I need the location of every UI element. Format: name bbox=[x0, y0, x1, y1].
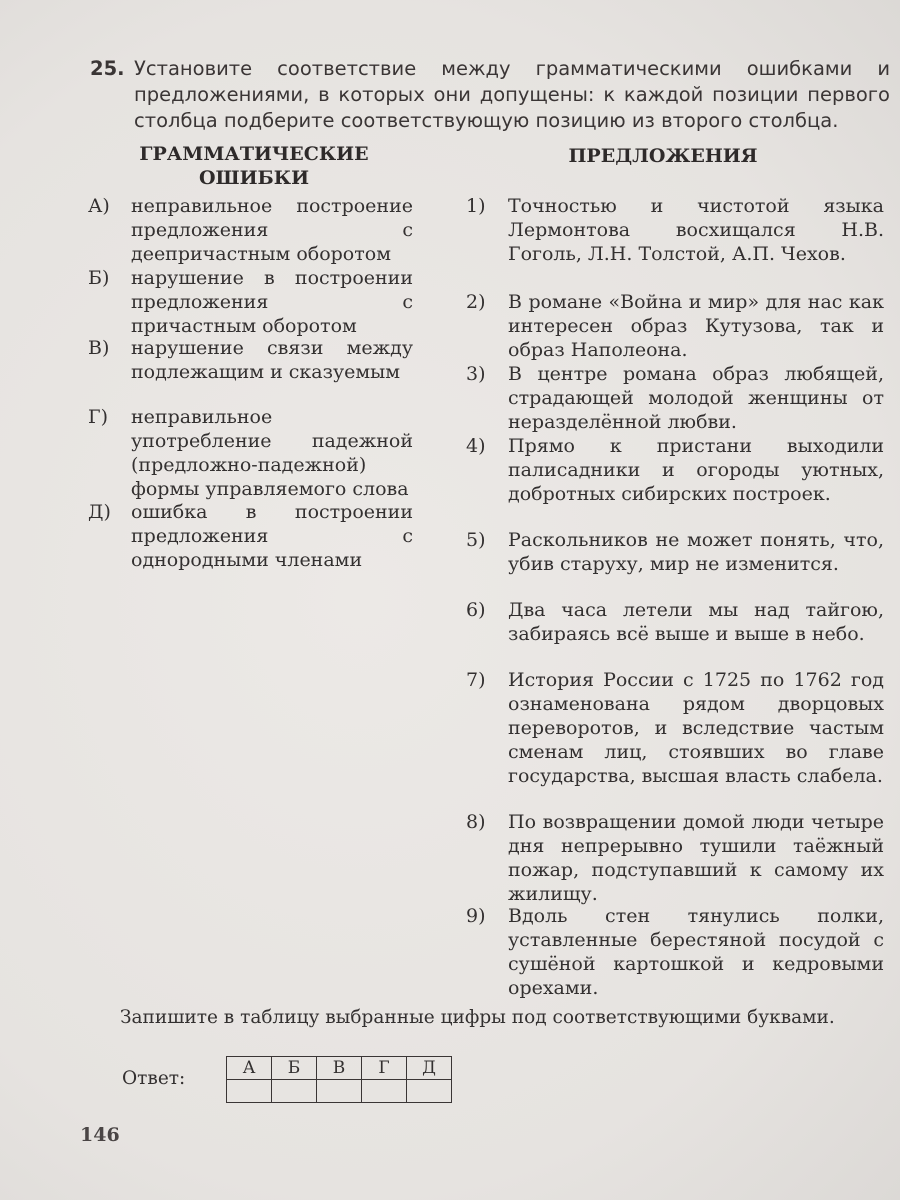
error-label: А) bbox=[88, 195, 110, 217]
error-label: В) bbox=[88, 337, 110, 359]
sentence-text: Два часа летели мы над тайгою, забираясь всё выше и выше в небо. bbox=[508, 599, 884, 645]
sentence-text: В романе «Война и мир» для нас как интересен образ Кутузова, так и образ Наполеона. bbox=[508, 291, 884, 361]
answer-cell-g[interactable] bbox=[362, 1080, 407, 1103]
sentence-text: По возвращении домой люди четыре дня непрерывно тушили таёжный пожар, подступавший к самому их жилищу. bbox=[508, 811, 884, 905]
error-text: неправильное построение предложения с деепричастным оборотом bbox=[131, 195, 413, 265]
sentence-text: Раскольников не может понять, что, убив старуху, мир не изменится. bbox=[508, 529, 884, 575]
error-text: нарушение в построении предложения с причастным оборотом bbox=[131, 267, 413, 337]
answer-cell-b[interactable] bbox=[272, 1080, 317, 1103]
answer-header-v: В bbox=[317, 1057, 362, 1080]
page-number: 146 bbox=[80, 1124, 120, 1146]
error-label: Д) bbox=[88, 501, 111, 523]
answer-header-b: Б bbox=[272, 1057, 317, 1080]
errors-column-title bbox=[118, 142, 390, 190]
sentence-label: 5) bbox=[466, 529, 486, 551]
error-text: ошибка в построении предложения с однородными членами bbox=[131, 501, 413, 571]
sentence-label: 4) bbox=[466, 435, 486, 457]
answer-label: Ответ: bbox=[122, 1068, 186, 1089]
answer-header-a: А bbox=[227, 1057, 272, 1080]
sentence-label: 2) bbox=[466, 291, 486, 313]
answer-header-row bbox=[227, 1057, 452, 1080]
answer-value-row bbox=[227, 1080, 452, 1103]
error-label: Б) bbox=[88, 267, 110, 289]
sentence-label: 9) bbox=[466, 905, 486, 927]
task-instruction: Установите соответствие между грамматическими ошибками и предложениями, в которых они допущены: к каждой позиции первого столбца подберите соответствующую позицию из второго столбца. bbox=[134, 57, 890, 132]
sentences-column-title: ПРЕДЛОЖЕНИЯ bbox=[568, 145, 758, 167]
sentence-label: 3) bbox=[466, 363, 486, 385]
answer-instruction: Запишите в таблицу выбранные цифры под соответствующими буквами. bbox=[120, 1007, 835, 1028]
sentence-text: Точностью и чистотой языка Лермонтова восхищался Н.В. Гоголь, Л.Н. Толстой, А.П. Чехов. bbox=[508, 195, 884, 265]
answer-header-d: Д bbox=[407, 1057, 452, 1080]
sentence-label: 7) bbox=[466, 669, 486, 691]
sentence-text: История России с 1725 по 1762 год ознаменована рядом дворцовых переворотов, и вследствие частым сменам лиц, стоявших во главе государства, высшая власть слабела. bbox=[508, 669, 884, 787]
answer-cell-v[interactable] bbox=[317, 1080, 362, 1103]
sentence-text: В центре романа образ любящей, страдающей молодой женщины от неразделённой любви. bbox=[508, 363, 884, 433]
error-label: Г) bbox=[88, 406, 108, 428]
error-text: нарушение связи между подлежащим и сказуемым bbox=[131, 337, 413, 383]
answer-header-g: Г bbox=[362, 1057, 407, 1080]
answer-cell-a[interactable] bbox=[227, 1080, 272, 1103]
sentence-text: Прямо к пристани выходили палисадники и огороды уютных, добротных сибирских построек. bbox=[508, 435, 884, 505]
errors-title-line1: ГРАММАТИЧЕСКИЕ bbox=[139, 143, 369, 165]
sentence-label: 6) bbox=[466, 599, 486, 621]
sentence-label: 1) bbox=[466, 195, 486, 217]
errors-title-line2: ОШИБКИ bbox=[198, 167, 310, 189]
task-number: 25. bbox=[90, 57, 125, 80]
answer-cell-d[interactable] bbox=[407, 1080, 452, 1103]
sentence-text: Вдоль стен тянулись полки, уставленные берестяной посудой с сушёной картошкой и кедровыми орехами. bbox=[508, 905, 884, 999]
answer-table bbox=[226, 1056, 452, 1103]
error-text: неправильное употребление падежной (предложно-падежной) формы управляемого слова bbox=[131, 406, 413, 500]
sentence-label: 8) bbox=[466, 811, 486, 833]
